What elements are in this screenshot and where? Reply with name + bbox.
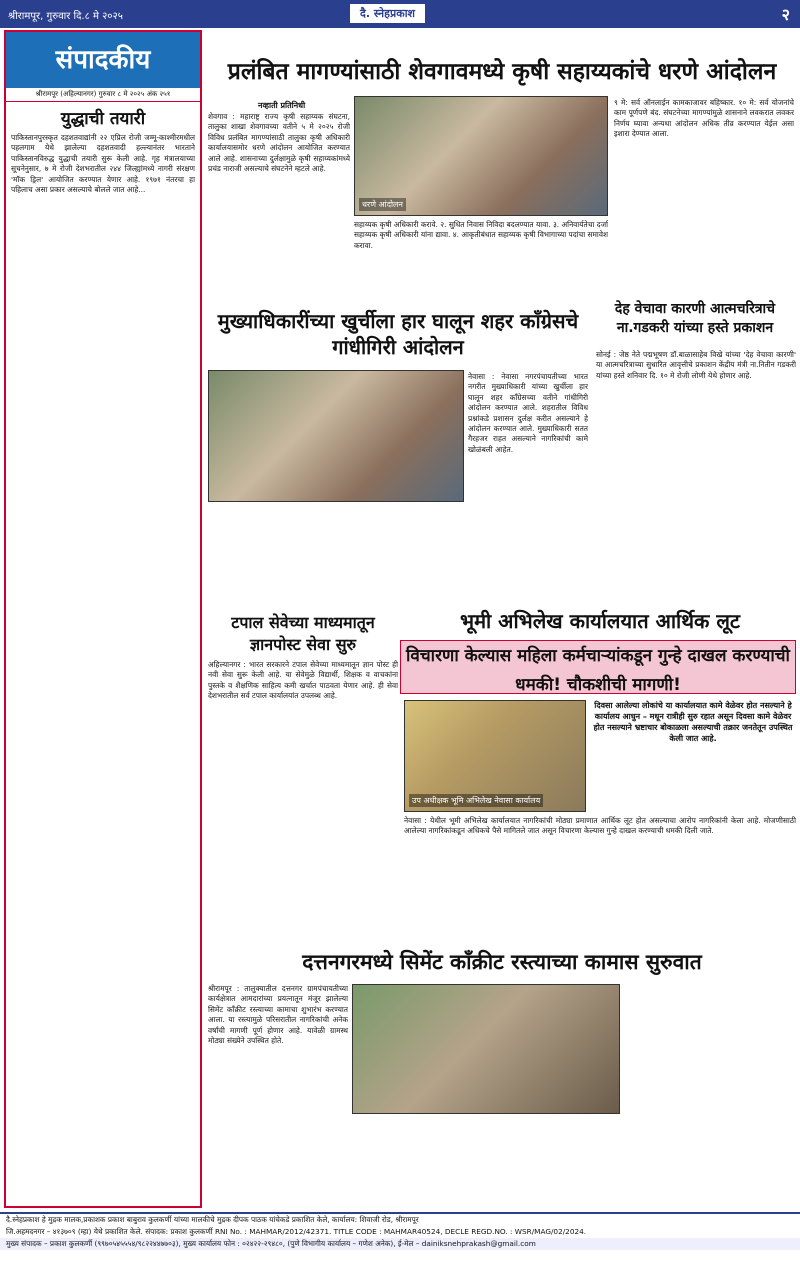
story1-lead: शेवगाव : महाराष्ट्र राज्य कृषी सहाय्यक संघटना, तालुका शाखा शेवगावच्या वतीने ५ मे २०२५ रोजी विविध प्रलंबित मागण्यांसाठी तालुका कृषी अधिकारी कार्यालयासमोर धरणे आंदोलन आयोजित करण्यात आले आहे. शासनाच्या दुर्लक्षामुळे कृषी सहाय्यकांमध्ये प्रचंड नाराजी असल्याचे संघटनेने म्हटले आहे. [208,112,350,174]
story5-photo-caption: उप अधीक्षक भूमि अभिलेख नेवासा कार्यालय [409,794,543,807]
editorial-body: पाकिस्तानपुरस्कृत दहशतवाद्यांनी २२ एप्रिल रोजी जम्मू-काश्मीरमधील पहलगाम येथे झालेल्या दहशतवादी हल्ल्यानंतर भारताने पाकिस्तानविरुद्ध युद्धाची तयारी सुरू केली आहे. गृह मंत्रालयाच्या सूचनेनुसार, ७ मे रोजी देशभरातील २४४ जिल्ह्यांमध्ये नागरी संरक्षण 'मॉक ड्रिल' आयोजित करण्यात येणार आहे. १९७१ नंतरचा हा पहिलाच असा प्रकार असल्याचे बोलले जात आहे... [11,133,195,195]
story6-headline: दत्तनगरमध्ये सिमेंट काँक्रीट रस्त्याच्या कामास सुरुवात [302,950,702,974]
story5-headline: भूमी अभिलेख कार्यालयात आर्थिक लूट [460,609,740,633]
story3-headline: देह वेचावा कारणी आत्मचरित्राचे ना.गडकरी यांच्या हस्ते प्रकाशन [614,301,776,336]
issue-date: श्रीरामपूर, गुरुवार दि.८ मे २०२५ [8,11,123,22]
imprint-footer [0,1212,800,1276]
story5-bold-note: दिवसा आलेल्या लोकांचे या कार्यालयात कामे वेळेवर होत नसल्याने हे कार्यालय आधुन – मधून रात्रीही सुरु रहात असून दिवसा कामे वेळेवर होत नसल्याने भ्रष्टाचार बोकाळला असल्याची तक्रार जनतेतून उपस्थित केली जात आहे. [593,701,793,743]
story1-byline: नव्हाती प्रतिनिधी [258,101,306,110]
editorial-title: युद्धाची तयारी [60,109,146,129]
masthead-bar [0,0,800,28]
imprint-line-2: जि.अहमदनगर – ४१३७०९ (म्हा) येथे प्रकाशित केले. संपादक: प्रकाश कुलकर्णी RNI No. : MAHMAR/2012/42371. TITLE CODE : MAHMAR40524, DECLE REGD.NO. : WSR/MAG/02/2024. [6,1227,587,1236]
imprint-line-3: मुख्य संपादक – प्रकाश कुलकर्णी (९९७०५४५५५४/९८२२४४७७०३), मुख्य कार्यालय फोन : ०२४२२-२९४८०, (पुणे विभागीय कार्यालय – गणेश अनेक), ई-मेल – dainiksnehprakash@gmail.com [0,1238,800,1250]
page-number: २ [781,5,790,24]
story5-body: नेवासा : येथील भूमी अभिलेख कार्यालयात नागरिकांची मोठ्या प्रमाणात आर्थिक लूट होत असल्याचा आरोप नागरिकांनी केला आहे. मोजणीसाठी आलेल्या नागरिकांकडून अधिकचे पैसे मागितले जात असून विचारणा केल्यास गुन्हे दाखल करण्याची धमकी दिली जाते. [404,816,796,836]
story2-headline: मुख्याधिकारींच्या खुर्चीला हार घालून शहर काँग्रेसचे गांधीगिरी आंदोलन [217,309,579,359]
story1-right: ९ मे: सर्व ऑनलाईन कामकाजावर बहिष्कार. १० मे: सर्व योजनांचे काम पूर्णपणे बंद. संघटनेच्या मागण्यांमुळे शासनाने लवकरात लवकर निर्णय घ्यावा अन्यथा आंदोलन अधिक तीव्र करण्यात येईल असा इशारा देण्यात आला. [614,98,794,139]
story3-body: सोनई : जेष्ठ नेते पद्मभूषण डॉ.बाळासाहेब विखे यांच्या 'देह वेचावा कारणी' या आत्मचरित्राच्या सुधारित आवृत्तीचे प्रकाशन केंद्रीय मंत्री ना.नितीन गडकरी यांच्या हस्ते शनिवार दि. १० मे रोजी लोणी येथे होणार आहे. [596,350,796,380]
story6-body: श्रीरामपूर : तालुक्यातील दत्तनगर ग्रामपंचायतीच्या कार्यक्षेत्रात आमदारांच्या प्रयत्नातून मंजूर झालेल्या सिमेंट काँक्रीट रस्त्याच्या कामाचा शुभारंभ करण्यात आला. या रस्त्यामुळे परिसरातील नागरिकांची अनेक वर्षांची मागणी पूर्ण होणार आहे. यावेळी ग्रामस्थ मोठ्या संख्येने उपस्थित होते. [208,984,348,1046]
story1-photo-caption: धरणे आंदोलन [359,198,406,211]
editorial-dateline: श्रीरामपूर (अहिल्यानगर) गुरुवार ८ मे २०२५ अंक २५१ [6,88,200,102]
story5-subhead: विचारणा केल्यास महिला कर्मचाऱ्यांकडून गुन्हे दाखल करण्याची धमकी! चौकशीची मागणी! [406,646,790,695]
story2-photo [208,370,464,502]
editorial-column [4,30,202,1208]
story1-headline: प्रलंबित मागण्यांसाठी शेवगावमध्ये कृषी सहाय्यकांचे धरणे आंदोलन [227,59,777,85]
imprint-line-1: दै.स्नेहप्रकाश हे मुद्रक मालक,प्रकाशक प्रकाश बाबुराव कुलकर्णी यांच्या मालकीचे मुद्रक दीपक पाठक यांचेकडे प्रकाशित केले, कार्यालय: शिवाजी रोड, श्रीरामपूर [6,1215,419,1224]
story5-subhead-box [400,640,796,694]
story2-body: नेवासा : नेवासा नगरपंचायतीच्या भारत नगरीत मुख्याधिकारी यांच्या खुर्चीला हार घालून शहर काँग्रेसच्या वतीने गांधीगिरी आंदोलन करण्यात आले. शहरातील विविध प्रश्नांकडे प्रशासन दुर्लक्ष करीत असल्याने हे आंदोलन करण्यात आले. मुख्याधिकारी सतत गैरहजर राहत असल्याने नागरिकांची कामे खोळंबली आहेत. [468,372,588,454]
newspaper-name: दै. स्नेहप्रकाश [350,4,425,23]
story1-photo [354,96,608,216]
story6-photo [352,984,620,1114]
editorial-banner: संपादकीय [6,32,200,88]
story5-photo [404,700,586,812]
story4-body: अहिल्यानगर : भारत सरकारने टपाल सेवेच्या माध्यमातून ज्ञान पोस्ट ही नवी सेवा सुरू केली आहे. या सेवेमुळे विद्यार्थी, शिक्षक व वाचकांना पुस्तके व शैक्षणिक साहित्य कमी खर्चात पाठवता येणार आहे. ही सेवा देशभरातील सर्व टपाल कार्यालयांत उपलब्ध आहे. [208,660,398,701]
story1-body: सहाय्यक कृषी अधिकारी करावे. २. सुधित निवास निविदा बदलण्यात यावा. ३. अनिवार्यतेचा दर्जा सहाय्यक कृषी अधिकारी यांना द्यावा. ४. आकृतीबंधात सहाय्यक कृषी विभागाच्या पदांचा समावेश करावा. [354,220,608,250]
story4-headline: टपाल सेवेच्या माध्यमातून ज्ञानपोस्ट सेवा सुरु [231,613,375,654]
